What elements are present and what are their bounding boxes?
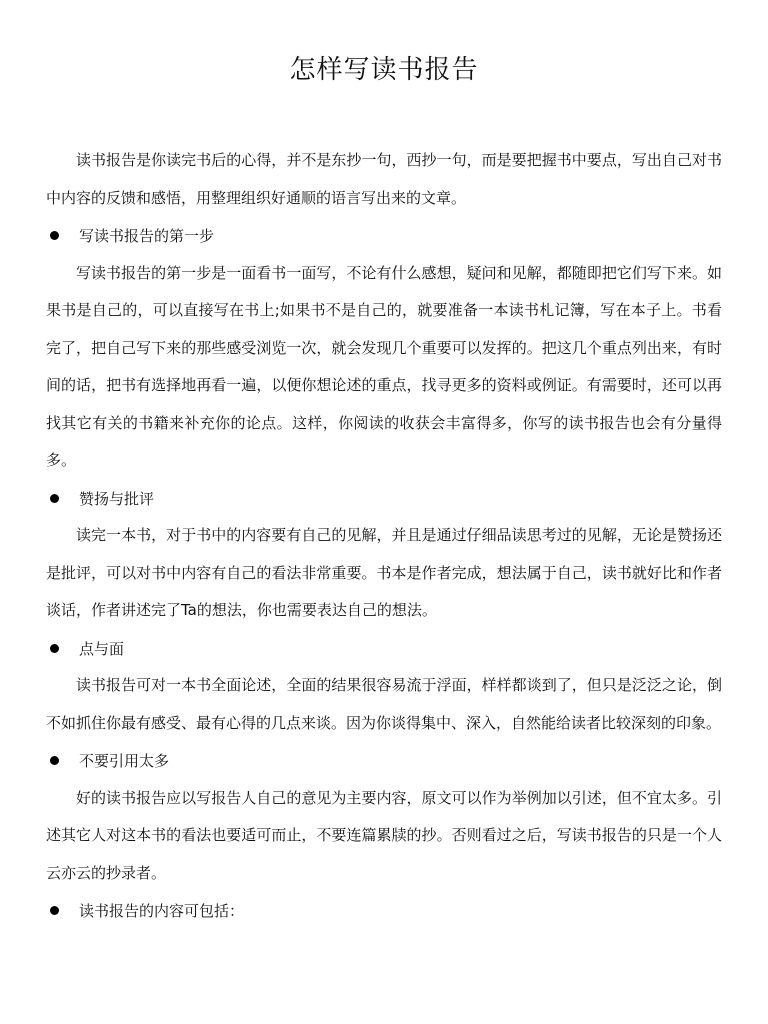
- bullet-dot-icon: [50, 644, 59, 653]
- section-heading: [46, 742, 722, 780]
- section-paragraph: 好的读书报告应以写报告人自己的意见为主要内容，原文可以作为举例加以引述，但不宜太多。引述其它人对这本书的看法也要适可而止，不要连篇累牍的抄。否则看过之后，写读书报告的只是一个人云亦云的抄录者。: [46, 788, 722, 882]
- bullet-dot-icon: [50, 231, 59, 240]
- section-heading: [46, 630, 722, 668]
- bullet-dot-icon: [50, 756, 59, 765]
- section-heading: [46, 480, 722, 518]
- bullet-dot-icon: [50, 494, 59, 503]
- section-heading: [46, 217, 722, 255]
- section-paragraph: 读完一本书，对于书中的内容要有自己的见解，并且是通过仔细品读思考过的见解，无论是赞扬还是批评，可以对书中内容有自己的看法非常重要。书本是作者完成，想法属于自己，读书就好比和作者谈话，作者讲述完了Ta的想法，你也需要表达自己的想法。: [46, 526, 722, 619]
- section-heading-text: 读书报告的内容可包括：: [79, 902, 245, 921]
- section-heading-text: 赞扬与批评: [79, 489, 155, 508]
- bullet-dot-icon: [50, 906, 59, 915]
- document-body: [46, 142, 722, 930]
- section-heading-text: 写读书报告的第一步: [79, 227, 215, 246]
- section-heading-text: 不要引用太多: [79, 752, 170, 771]
- page-title: 怎样写读书报告: [289, 55, 479, 85]
- section-heading-text: 点与面: [79, 639, 125, 658]
- section-paragraph: 写读书报告的第一步是一面看书一面写，不论有什么感想，疑问和见解，都随即把它们写下来。如果书是自己的，可以直接写在书上;如果书不是自己的，就要准备一本读书札记簿，写在本子上。书看完了，把自己写下来的那些感受浏览一次，就会发现几个重要可以发挥的。把这几个重点列出来，有时间的话，把书有选择地再看一遍，以便你想论述的重点，找寻更多的资料或例证。有需要时，还可以再找其它有关的书籍来补充你的论点。这样，你阅读的收获会丰富得多，你写的读书报告也会有分量得多。: [46, 263, 722, 469]
- section-heading: [46, 892, 722, 930]
- intro-paragraph: 读书报告是你读完书后的心得，并不是东抄一句，西抄一句，而是要把握书中要点，写出自己对书中内容的反馈和感悟，用整理组织好通顺的语言写出来的文章。: [46, 151, 722, 207]
- section-paragraph: 读书报告可对一本书全面论述，全面的结果很容易流于浮面，样样都谈到了，但只是泛泛之论，倒不如抓住你最有感受、最有心得的几点来谈。因为你谈得集中、深入，自然能给读者比较深刻的印象。: [46, 676, 722, 732]
